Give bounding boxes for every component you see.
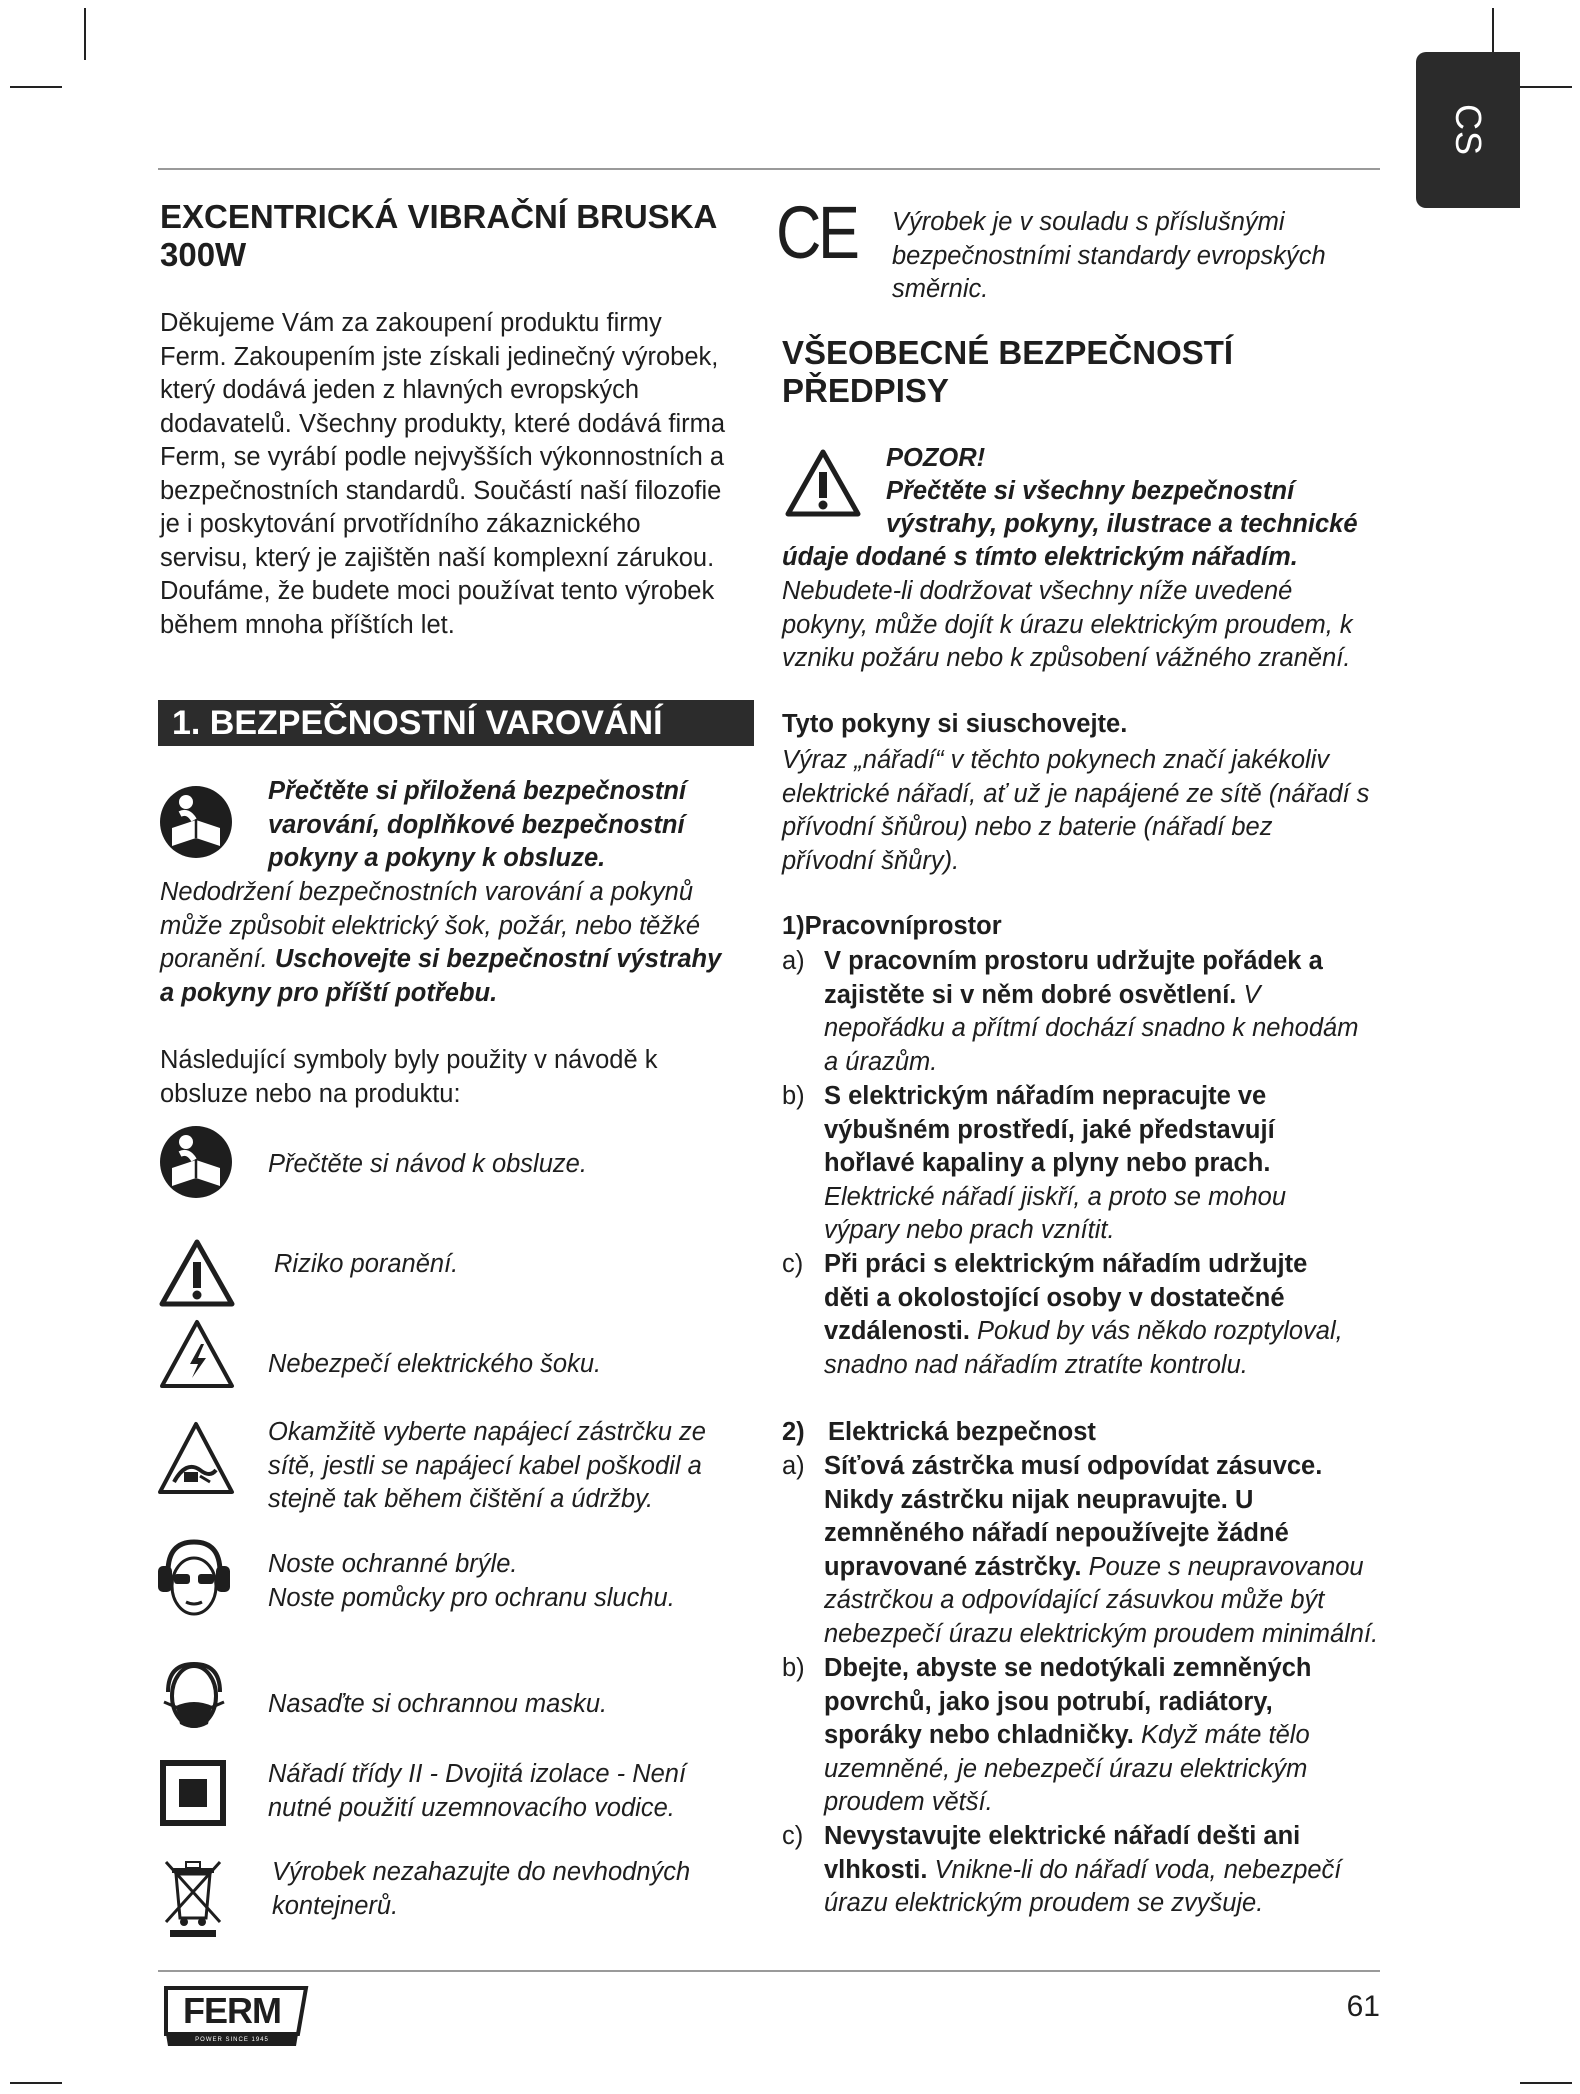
list-item xyxy=(824,1450,1378,1651)
symbol-injury-text: Riziko poranění. xyxy=(274,1250,459,1278)
list-item-italic: uzemněné, je nebezpečí úrazu elektrickým xyxy=(824,1754,1308,1783)
symbol-glasses-text xyxy=(268,1548,675,1615)
warning-italic-line: může způsobit elektrický šok, požár, nebo těžké xyxy=(160,911,701,940)
symbol-class2-text xyxy=(268,1758,686,1825)
list-label: b) xyxy=(782,1654,805,1682)
goggles-ear-protection-icon xyxy=(154,1536,234,1618)
page-number: 61 xyxy=(1346,1990,1380,2023)
list-item-italic: zástrčkou a odpovídající zásuvkou může být xyxy=(824,1586,1325,1614)
pozor-bold-line: Přečtěte si všechny bezpečnostní xyxy=(886,477,1295,505)
symbol-glasses-line: Noste pomůcky pro ochranu sluchu. xyxy=(268,1583,675,1612)
list-item-bold: Nevystavujte elektrické nářadí dešti ani xyxy=(824,1822,1301,1850)
list-item xyxy=(824,1248,1343,1382)
symbol-unplug-line: Okamžitě vyberte napájecí zástrčku ze xyxy=(268,1418,706,1446)
symbol-shock-text: Nebezpečí elektrického šoku. xyxy=(268,1350,602,1378)
list-label: c) xyxy=(782,1250,804,1278)
tool-definition xyxy=(782,744,1369,878)
ce-text-line: směrnic. xyxy=(892,275,989,303)
keep-instructions: Tyto pokyny si siuschovejte. xyxy=(782,710,1128,738)
language-tab-label: CS xyxy=(1448,103,1489,157)
list-item xyxy=(824,1652,1312,1820)
list-item-bold: Při práci s elektrickým nářadím udržujte xyxy=(824,1250,1308,1278)
warning-italic-line: poranění. xyxy=(160,945,275,973)
warning-triangle-icon xyxy=(784,448,862,518)
crop-mark xyxy=(10,86,62,88)
symbols-intro-line: Následující symboly byly použity v návodě k xyxy=(160,1046,658,1074)
warning-italic-line: Nedodržení bezpečnostních varování a pokynů xyxy=(160,878,694,906)
warning-italic-text xyxy=(160,876,780,1010)
list-item-bold: upravované zástrčky. xyxy=(824,1552,1082,1581)
tool-definition-line: přívodní šňůrou) nebo z baterie (nářadí bez xyxy=(782,813,1273,841)
list-item-bold: zemněného nářadí nepoužívejte žádné xyxy=(824,1519,1289,1547)
intro-line: bezpečnostních standardů. Součástí naší filozofie xyxy=(160,476,722,505)
intro-line: který dodává jeden z hlavných evropských xyxy=(160,376,640,404)
list-item-bold: Síťová zástrčka musí odpovídat zásuvce. xyxy=(824,1452,1323,1480)
symbol-unplug-text xyxy=(268,1416,706,1517)
footer-rule xyxy=(158,1970,1380,1972)
symbols-intro xyxy=(160,1044,657,1111)
unplug-warning-icon xyxy=(156,1420,236,1496)
list-item-italic: Elektrické nářadí jiskří, a proto se mohou xyxy=(824,1182,1287,1211)
intro-line: dodavatelů. Všechny produkty, které dodává firma xyxy=(160,409,726,438)
list-item-bold: S elektrickým nářadím nepracujte ve xyxy=(824,1082,1267,1110)
list-item-italic: proudem větší. xyxy=(824,1788,993,1816)
list-item-bold: sporáky nebo chladničky. xyxy=(824,1721,1134,1749)
symbol-disposal-line: Výrobek nezahazujte do nevhodných xyxy=(272,1858,691,1886)
dust-mask-icon xyxy=(154,1658,234,1738)
list-item-italic: Když máte tělo xyxy=(1133,1721,1310,1749)
symbol-unplug-line: stejně tak během čištění a údržby. xyxy=(268,1485,654,1513)
warning-triangle-icon xyxy=(158,1238,236,1308)
symbol-disposal-line: kontejnerů. xyxy=(272,1891,399,1920)
warning-keep-bold: Uschovejte si bezpečnostní výstrahy xyxy=(274,945,722,973)
list-item xyxy=(824,1820,1341,1921)
list-label: a) xyxy=(782,1452,805,1480)
pozor-italic-line: pokyny, může dojít k úrazu elektrickým proudem, k xyxy=(782,610,1353,639)
page-title-line: EXCENTRICKÁ VIBRAČNÍ BRUSKA xyxy=(160,198,718,235)
list-item-bold: povrchů, jako jsou potrubí, radiátory, xyxy=(824,1687,1273,1716)
page-title-line: 300W xyxy=(160,236,247,273)
warning-bold-line: varování, doplňkové bezpečnostní xyxy=(268,810,685,839)
intro-line: Děkujeme Vám za zakoupení produktu firmy xyxy=(160,309,662,337)
electrical-safety-number: 2) xyxy=(782,1418,805,1446)
list-item-italic: Pokud by vás někdo rozptyloval, xyxy=(969,1317,1343,1345)
ferm-logo-text: FERM xyxy=(183,1990,281,2031)
list-item-bold: hořlavé kapaliny a plyny nebo prach. xyxy=(824,1149,1271,1177)
pozor-heading: POZOR! xyxy=(886,444,986,472)
list-item-italic: nebezpečí úrazu elektrickým proudem minimální. xyxy=(824,1619,1379,1648)
ferm-logo-tagline: POWER SINCE 1945 xyxy=(195,2037,269,2043)
crop-mark xyxy=(1520,2082,1572,2084)
symbol-mask-text: Nasaďte si ochrannou masku. xyxy=(268,1690,608,1718)
list-item xyxy=(824,1080,1286,1248)
pozor-bold-line: údaje dodané s tímto elektrickým nářadím. xyxy=(782,543,1298,571)
work-area-heading: 1)Pracovníprostor xyxy=(782,912,1002,940)
symbol-class2-line: nutné použití uzemnovacího vodice. xyxy=(268,1793,675,1822)
language-tab xyxy=(1416,52,1520,208)
symbol-unplug-line: sítě, jestli se napájecí kabel poškodil a xyxy=(268,1451,702,1480)
warning-bold-line: pokyny a pokyny k obsluze. xyxy=(268,844,606,872)
symbols-intro-line: obsluze nebo na produktu: xyxy=(160,1079,461,1108)
list-item-italic: Pouze s neupravovanou xyxy=(1081,1552,1364,1581)
double-insulation-icon xyxy=(160,1760,226,1826)
header-rule xyxy=(158,168,1380,170)
ce-text-line: bezpečnostními standardy evropských xyxy=(892,241,1326,270)
pozor-bold-line: výstrahy, pokyny, ilustrace a technické xyxy=(886,510,1358,538)
ce-text xyxy=(892,206,1326,307)
warning-keep-bold: a pokyny pro příští potřebu. xyxy=(160,978,498,1007)
electric-shock-icon xyxy=(158,1318,236,1390)
intro-line: během mnoha příštích let. xyxy=(160,610,455,639)
page-title xyxy=(160,198,717,274)
list-item-italic: úrazu elektrickým proudem se zvyšuje. xyxy=(824,1889,1264,1917)
electrical-safety-heading: Elektrická bezpečnost xyxy=(828,1418,1096,1446)
list-item-italic: a úrazům. xyxy=(824,1047,938,1076)
tool-definition-line: Výraz „nářadí“ v těchto pokynech značí jakékoliv xyxy=(782,746,1330,774)
symbol-read-manual-text: Přečtěte si návod k obsluze. xyxy=(268,1150,587,1178)
list-item-bold: Dbejte, abyste se nedotýkali zemněných xyxy=(824,1654,1312,1682)
list-item-bold: vzdálenosti. xyxy=(824,1317,970,1345)
list-item-italic: snadno nad nářadím ztratíte kontrolu. xyxy=(824,1350,1248,1379)
ce-mark: CE xyxy=(776,191,857,274)
read-manual-icon xyxy=(158,1124,234,1200)
crossed-bin-icon xyxy=(162,1856,224,1938)
list-item-bold: Nikdy zástrčku nijak neupravujte. U xyxy=(824,1485,1254,1514)
list-item-bold: děti a okolostojící osoby v dostatečné xyxy=(824,1283,1285,1312)
intro-line: Ferm, se vyrábí podle nejvyšších výkonnostních a xyxy=(160,443,725,471)
list-item-bold: V pracovním prostoru udržujte pořádek a xyxy=(824,947,1323,975)
list-label: b) xyxy=(782,1082,805,1110)
pozor-italic-line: vzniku požáru nebo k způsobení vážného zranění. xyxy=(782,644,1351,672)
list-item-italic: nepořádku a přítmí dochází snadno k nehodám xyxy=(824,1014,1359,1042)
general-safety-title xyxy=(782,334,1233,410)
ce-text-line: Výrobek je v souladu s příslušnými xyxy=(892,208,1285,236)
list-item xyxy=(824,945,1358,1079)
symbol-class2-line: Nářadí třídy II - Dvojitá izolace - Není xyxy=(268,1760,687,1788)
crop-mark xyxy=(84,8,86,60)
intro-paragraph xyxy=(160,307,780,642)
intro-line: je i poskytování prvotřídního zákaznického xyxy=(160,510,641,538)
crop-mark xyxy=(1520,86,1572,88)
read-manual-icon xyxy=(158,784,234,860)
warning-bold-line: Přečtěte si přiložená bezpečnostní xyxy=(268,777,687,805)
intro-line: servisu, který je zajištěn naší komplexní zárukou. xyxy=(160,543,715,572)
section-heading-safety: 1. BEZPEČNOSTNÍ VAROVÁNÍ xyxy=(158,700,754,746)
list-item-bold: vlhkosti. xyxy=(824,1855,928,1884)
tool-definition-line: elektrické nářadí, ať už je napájené ze sítě (nářadí s xyxy=(782,779,1370,808)
symbol-glasses-line: Noste ochranné brýle. xyxy=(268,1550,518,1578)
tool-definition-line: přívodní šňůry). xyxy=(782,846,960,875)
general-safety-title-line: VŠEOBECNÉ BEZPEČNOSTÍ xyxy=(782,334,1234,371)
warning-bold-text xyxy=(268,775,686,876)
intro-line: Ferm. Zakoupením jste získali jedinečný výrobek, xyxy=(160,342,719,371)
pozor-italic-line: Nebudete-li dodržovat všechny níže uvedené xyxy=(782,577,1293,605)
crop-mark xyxy=(10,2082,62,2084)
list-item-italic: Vnikne-li do nářadí voda, nebezpečí xyxy=(927,1855,1342,1884)
list-item-italic: výpary nebo prach vznítit. xyxy=(824,1216,1115,1244)
pozor-italic-text xyxy=(782,575,1353,676)
list-item-bold: zajistěte si v něm dobré osvětlení. xyxy=(824,980,1237,1009)
symbol-disposal-text xyxy=(272,1856,690,1923)
list-label: a) xyxy=(782,947,805,975)
list-item-bold: výbušném prostředí, jaké představují xyxy=(824,1115,1275,1144)
intro-line: Doufáme, že budete moci používat tento výrobek xyxy=(160,577,715,605)
list-item-italic: V xyxy=(1236,980,1261,1009)
list-label: c) xyxy=(782,1822,804,1850)
general-safety-title-line: PŘEDPISY xyxy=(782,372,949,409)
ferm-logo xyxy=(160,1984,310,2050)
